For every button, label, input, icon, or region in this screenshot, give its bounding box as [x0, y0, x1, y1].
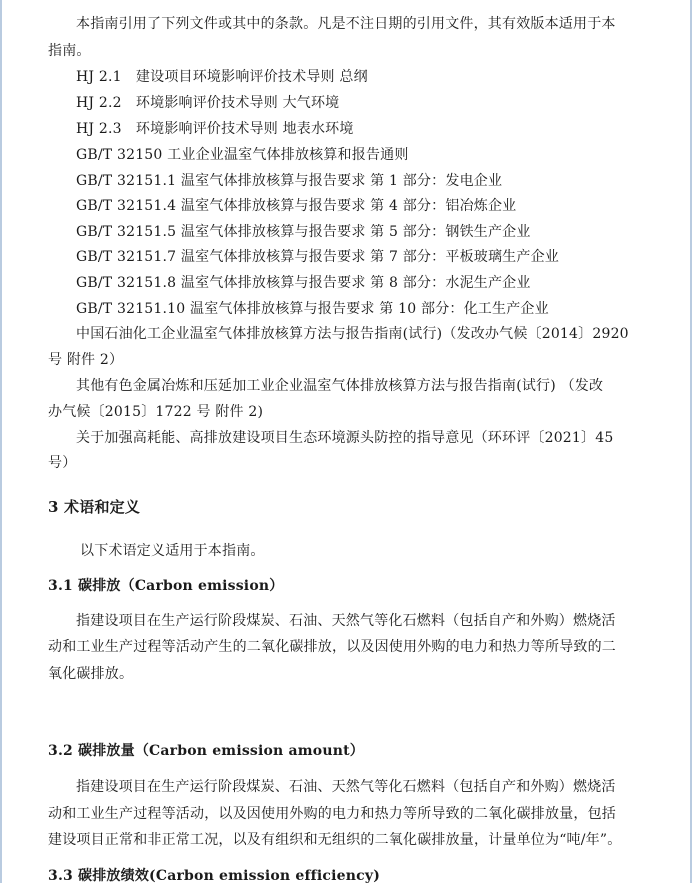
term-heading: 3.3 碳排放绩效(Carbon emission efficiency) — [48, 868, 381, 884]
reference-item: HJ 2.3 环境影响评价技术导则 地表水环境 — [76, 121, 354, 137]
reference-item-cont: 办气候〔2015〕1722 号 附件 2) — [48, 404, 264, 420]
reference-item: 关于加强高耗能、高排放建设项目生态环境源头防控的指导意见（环环评〔2021〕45 — [76, 430, 614, 446]
term-body-line: 指建设项目在生产运行阶段煤炭、石油、天然气等化石燃料（包括自产和外购）燃烧活 — [76, 779, 616, 795]
term-body-line: 建设项目正常和非正常工况，以及有组织和无组织的二氧化碳排放量，计量单位为“吨/年”。 — [48, 832, 622, 848]
reference-item-cont: 号） — [48, 455, 77, 471]
reference-item: GB/T 32151.5 温室气体排放核算与报告要求 第 5 部分：钢铁生产企业 — [76, 224, 531, 240]
reference-item: GB/T 32151.8 温室气体排放核算与报告要求 第 8 部分：水泥生产企业 — [76, 275, 531, 291]
reference-item: HJ 2.2 环境影响评价技术导则 大气环境 — [76, 95, 340, 111]
intro-line-2: 指南。 — [48, 43, 91, 59]
term-heading: 3.1 碳排放（Carbon emission） — [48, 578, 284, 594]
intro-line-1: 本指南引用了下列文件或其中的条款。凡是不注日期的引用文件，其有效版本适用于本 — [76, 16, 616, 32]
reference-item: 中国石油化工企业温室气体排放核算方法与报告指南(试行)（发改办气候〔2014〕2920 — [76, 326, 629, 342]
section-heading: 3 术语和定义 — [48, 498, 141, 516]
term-body-line: 氧化碳排放。 — [48, 666, 134, 682]
reference-item-cont: 号 附件 2） — [48, 352, 124, 368]
reference-item: 其他有色金属冶炼和压延加工业企业温室气体排放核算方法与报告指南(试行) （发改 — [76, 378, 604, 394]
term-body-line: 动和工业生产过程等活动，以及因使用外购的电力和热力等所导致的二氧化碳排放量，包括 — [48, 806, 616, 822]
reference-item: GB/T 32151.4 温室气体排放核算与报告要求 第 4 部分：铝冶炼企业 — [76, 198, 517, 214]
reference-item: GB/T 32151.1 温室气体排放核算与报告要求 第 1 部分：发电企业 — [76, 173, 503, 189]
reference-item: GB/T 32150 工业企业温室气体排放核算和报告通则 — [76, 147, 409, 163]
reference-item: GB/T 32151.10 温室气体排放核算与报告要求 第 10 部分：化工生产企业 — [76, 301, 549, 317]
reference-item: GB/T 32151.7 温室气体排放核算与报告要求 第 7 部分：平板玻璃生产企业 — [76, 249, 559, 265]
term-body-line: 动和工业生产过程等活动产生的二氧化碳排放，以及因使用外购的电力和热力等所导致的二 — [48, 639, 616, 655]
reference-item: HJ 2.1 建设项目环境影响评价技术导则 总纲 — [76, 69, 368, 85]
term-body-line: 指建设项目在生产运行阶段煤炭、石油、天然气等化石燃料（包括自产和外购）燃烧活 — [76, 613, 616, 629]
term-heading: 3.2 碳排放量（Carbon emission amount） — [48, 743, 364, 759]
section-intro: 以下术语定义适用于本指南。 — [80, 543, 265, 559]
